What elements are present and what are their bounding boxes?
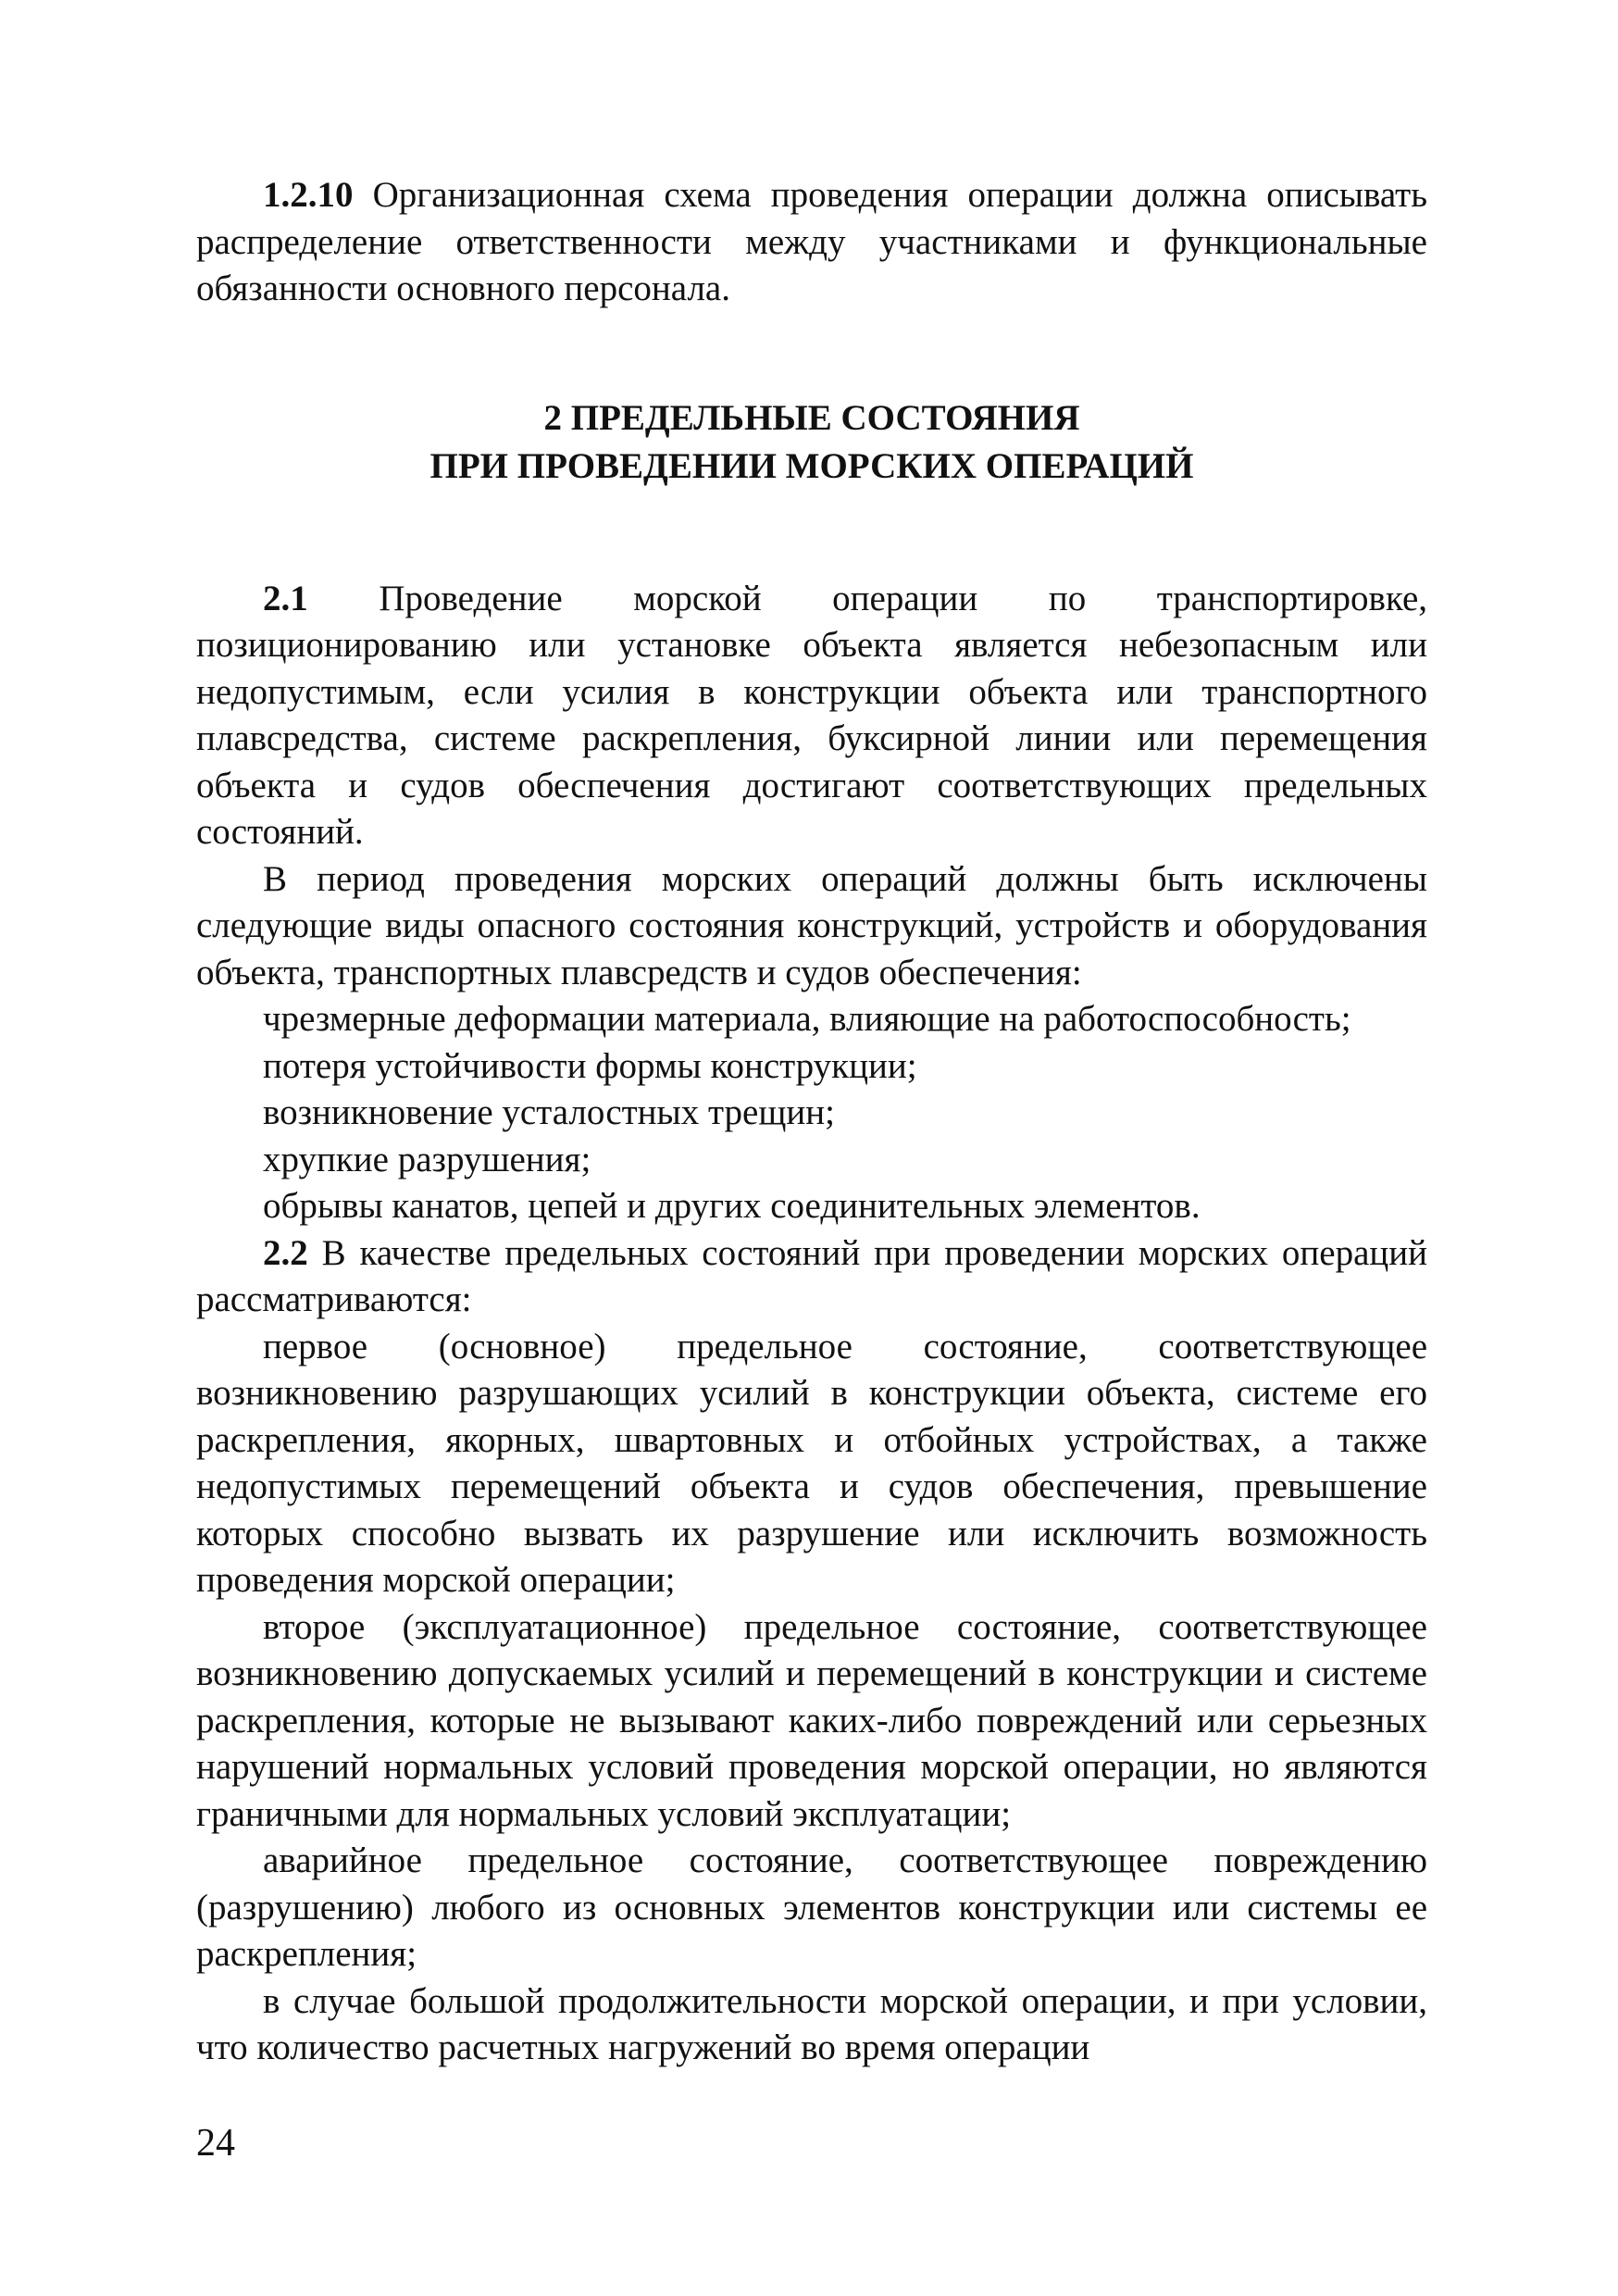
heading-line-1: 2 ПРЕДЕЛЬНЫЕ СОСТОЯНИЯ (543, 397, 1080, 438)
list-item: чрезмерные деформации материала, влияющие на работоспособность; (263, 999, 1351, 1039)
clause-text: В качестве предельных состояний при проведении морских операций рассматриваются: (196, 1232, 1428, 1319)
heading-line-2: ПРИ ПРОВЕДЕНИИ МОРСКИХ ОПЕРАЦИЙ (429, 445, 1194, 486)
list-item: возникновение усталостных трещин; (263, 1092, 835, 1132)
paragraph-1-2-10 (196, 172, 1427, 313)
list-item: обрывы канатов, цепей и других соединительных элементов. (263, 1186, 1201, 1226)
page-number: 24 (196, 2122, 235, 2165)
paragraph-limit-state-2: второе (эксплуатационное) предельное состояние, соответствующее возникновению допускаемых усилий и перемещений в конструкции и системе раскрепления, которые не вызывают каких-либо повреждений или серьезных нарушений нормальных условий проведения морской операции, но являются граничными для нормальных условий эксплуатации; (196, 1606, 1427, 1834)
clause-number: 2.1 (263, 578, 308, 618)
list-item: потеря устойчивости формы конструкции; (263, 1045, 917, 1086)
paragraph-2-1-cont: В период проведения морских операций должны быть исключены следующие виды опасного состояния конструкций, устройств и оборудования объекта, транспортных плавсредств и судов обеспечения: (196, 858, 1427, 992)
paragraph-limit-state-1: первое (основное) предельное состояние, соответствующее возникновению разрушающих усилий в конструкции объекта, системе его раскрепления, якорных, швартовных и отбойных устройствах, а также недопустимых перемещений объекта и судов обеспечения, превышение которых способно вызвать их разрушение или исключить возможность проведения морской операции; (196, 1326, 1427, 1600)
list-item: хрупкие разрушения; (263, 1139, 591, 1179)
paragraph-long-duration: в случае большой продолжительности морской операции, и при условии, что количество расчетных нагружений во время операции (196, 1980, 1427, 2067)
paragraph-2-2 (196, 1230, 1427, 1324)
clause-text: Организационная схема проведения операции должна описывать распределение ответственности между участниками и функциональные обязанности основного персонала. (196, 175, 1428, 308)
clause-number: 1.2.10 (263, 175, 354, 215)
section-heading (196, 394, 1427, 491)
clause-text: Проведение морской операции по транспортировке, позиционированию или установке объекта является небезопасным или недопустимым, если усилия в конструкции объекта или транспортного плавсредства, системе раскрепления, буксирной линии или перемещения объекта и судов обеспечения достигают соответствующих предельных состояний. (196, 578, 1428, 852)
clause-number: 2.2 (263, 1232, 308, 1273)
paragraph-limit-state-emergency: аварийное предельное состояние, соответствующее повреждению (разрушению) любого из основных элементов конструкции или системы ее раскрепления; (196, 1841, 1427, 1974)
document-page (196, 172, 1427, 2072)
paragraph-2-1 (196, 576, 1427, 856)
